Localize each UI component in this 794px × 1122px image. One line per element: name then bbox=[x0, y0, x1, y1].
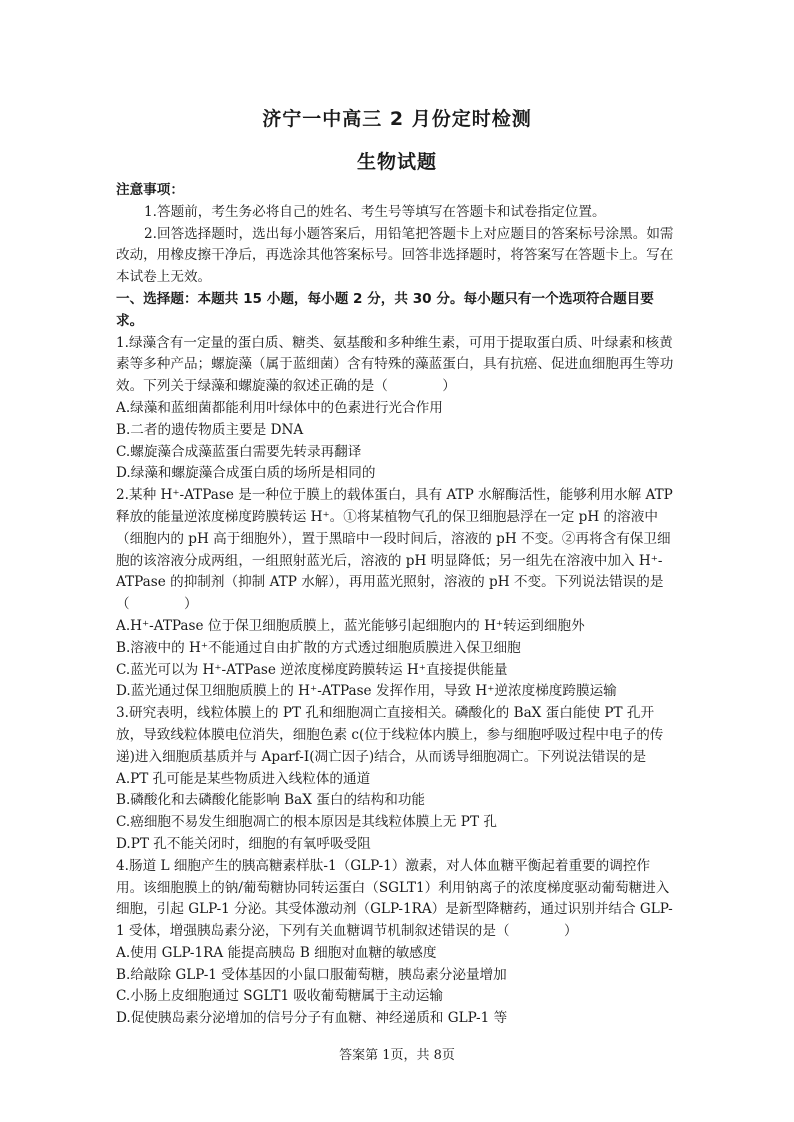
option-a: A.使用 GLP-1RA 能提高胰岛 B 细胞对血糖的敏感度 bbox=[116, 944, 437, 961]
option-b: B.溶液中的 H⁺不能通过自由扩散的方式透过细胞质膜进入保卫细胞 bbox=[116, 639, 521, 656]
option-c: C.蓝光可以为 H⁺-ATPase 逆浓度梯度跨膜转运 H⁺直接提供能量 bbox=[116, 661, 508, 678]
option-d: D.绿藻和螺旋藻合成蛋白质的场所是相同的 bbox=[116, 465, 376, 482]
exam-title: 济宁一中高三 2 月份定时检测 bbox=[262, 108, 532, 130]
option-d: D.PT 孔不能关闭时，细胞的有氧呼吸受阻 bbox=[116, 835, 371, 852]
question-3 bbox=[116, 703, 674, 856]
option-b: B.给敲除 GLP-1 受体基因的小鼠口服葡萄糖，胰岛素分泌量增加 bbox=[116, 966, 507, 983]
option-c: C.癌细胞不易发生细胞凋亡的根本原因是其线粒体膜上无 PT 孔 bbox=[116, 814, 497, 831]
question-stem: 1.绿藻含有一定量的蛋白质、糖类、氨基酸和多种维生素，可用于提取蛋白质、叶绿素和核黄素等多种产品；螺旋藻（属于蓝细菌）含有特殊的藻蓝蛋白，具有抗癌、促进血细胞再生等功效。下列关于绿藻和螺旋藻的叙述正确的是（ ） bbox=[116, 334, 674, 395]
option-a: A.绿藻和蓝细菌都能利用叶绿体中的色素进行光合作用 bbox=[116, 399, 443, 416]
question-stem: 2.某种 H⁺-ATPase 是一种位于膜上的载体蛋白，具有 ATP 水解酶活性，能够利用水解 ATP 释放的能量逆浓度梯度跨膜转运 H⁺。①将某植物气孔的保卫细胞悬浮在一定 pH 的溶液中（细胞内的 pH 高于细胞外），置于黑暗中一段时间后，溶液的 pH 不变。②再将含有保卫细胞的该溶液分成两组，一组照射蓝光后，溶液的 pH 明显降低；另一组先在溶液中加入 H⁺-ATPase 的抑制剂（抑制 ATP 水解），再用蓝光照射，溶液的 pH 不变。下列说法错误的是（ ） bbox=[116, 487, 673, 613]
notes-item-2: 2.回答选择题时，选出每小题答案后，用铅笔把答题卡上对应题目的答案标号涂黑。如需改动，用橡皮擦干净后，再选涂其他答案标号。回答非选择题时，将答案写在答题卡上。写在本试卷上无效。 bbox=[116, 225, 674, 286]
section-heading: 一、选择题：本题共 15 小题，每小题 2 分，共 30 分。每小题只有一个选项符合题目要求。 bbox=[116, 290, 654, 329]
option-a: A.H⁺-ATPase 位于保卫细胞质膜上，蓝光能够引起细胞内的 H⁺转运到细胞外 bbox=[116, 617, 585, 634]
question-2 bbox=[116, 485, 674, 703]
option-d: D.蓝光通过保卫细胞质膜上的 H⁺-ATPase 发挥作用，导致 H⁺逆浓度梯度跨膜运输 bbox=[116, 683, 617, 700]
question-4 bbox=[116, 856, 674, 1030]
exam-content bbox=[116, 180, 674, 1030]
page-footer: 答案第 1页，共 8页 bbox=[339, 1048, 455, 1063]
option-a: A.PT 孔可能是某些物质进入线粒体的通道 bbox=[116, 770, 371, 787]
option-b: B.磷酸化和去磷酸化能影响 BaX 蛋白的结构和功能 bbox=[116, 792, 426, 809]
notes-item-1: 1.答题前，考生务必将自己的姓名、考生号等填写在答题卡和试卷指定位置。 bbox=[144, 203, 606, 220]
option-d: D.促使胰岛素分泌增加的信号分子有血糖、神经递质和 GLP-1 等 bbox=[116, 1010, 508, 1027]
option-b: B.二者的遗传物质主要是 DNA bbox=[116, 421, 304, 438]
option-c: C.小肠上皮细胞通过 SGLT1 吸收葡萄糖属于主动运输 bbox=[116, 988, 443, 1005]
question-1 bbox=[116, 333, 674, 486]
notes-heading: 注意事项： bbox=[116, 182, 184, 198]
exam-subtitle: 生物试题 bbox=[356, 151, 437, 173]
question-stem: 3.研究表明，线粒体膜上的 PT 孔和细胞凋亡直接相关。磷酸化的 BaX 蛋白能使 PT 孔开放，导致线粒体膜电位消失，细胞色素 c(位于线粒体内膜上，参与细胞呼吸过程中电子的传递)进入细胞质基质并与 Aparf-I(凋亡因子)结合，从而诱导细胞凋亡。下列说法错误的是 bbox=[116, 705, 664, 765]
option-c: C.螺旋藻合成藻蓝蛋白需要先转录再翻译 bbox=[116, 443, 362, 460]
question-stem: 4.肠道 L 细胞产生的胰高糖素样肽-1（GLP-1）激素，对人体血糖平衡起着重要的调控作用。该细胞膜上的钠/葡萄糖协同转运蛋白（SGLT1）利用钠离子的浓度梯度驱动葡萄糖进入细胞，引起 GLP-1 分泌。其受体激动剂（GLP-1RA）是新型降糖药，通过识别并结合 GLP-1 受体，增强胰岛素分泌，下列有关血糖调节机制叙述错误的是（ ） bbox=[116, 857, 673, 940]
